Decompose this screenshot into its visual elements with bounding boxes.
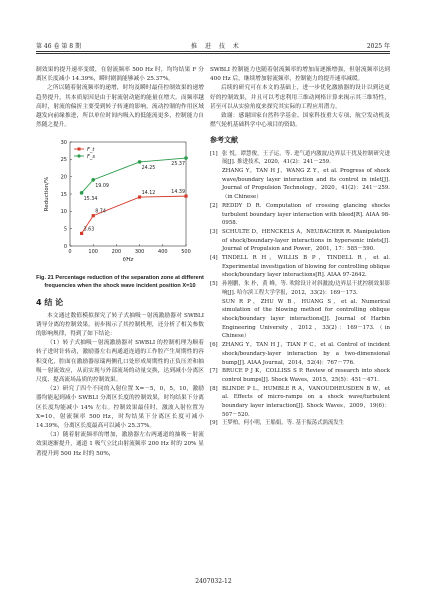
data-label: 8.74 (95, 210, 106, 216)
reference-text: BRUCE P J K，COLLISS S P. Review of research into shock control bumps[J]. Shock Waves，2015，25(5)：451－471. (222, 368, 390, 383)
data-label: 19.09 (95, 184, 109, 190)
reference-item (210, 280, 390, 297)
legend-marker (78, 148, 81, 151)
reference-text: 张 悦，谭慧俊，王子运，等. 进气道内激波/边界层干扰及控制研究进展[J]. 推进技术，2020，41(2)：241－259. (222, 150, 390, 166)
section-heading: 4 结 论 (36, 298, 64, 308)
reference-item (210, 341, 390, 367)
paragraph: SWBLI 控制能力也随着射流频率的增加而逐渐增强，但射流频率达到 400 Hz 后，继续增加射流频率，控制能力的提升速率减缓。 (210, 67, 390, 83)
running-header (36, 36, 390, 50)
reference-item (210, 367, 390, 384)
journal-volume: 第 46 卷 第 8 期 (36, 43, 81, 50)
figure-caption: Fig. 21 Percentage reduction of the separation zone at different frequencies when the shock wave incident position X=10 (36, 275, 204, 290)
right-column (210, 66, 390, 428)
reference-number: [7] (210, 368, 218, 375)
reference-item (210, 202, 390, 228)
y-tick-label: 10 (60, 209, 67, 216)
data-label: 15.34 (83, 197, 98, 203)
y-tick-label: 5 (63, 226, 67, 233)
x-tick-label: 400 (158, 249, 168, 256)
reference-text: ZHANG Y，TAN H J，WANG Z Y，et al. Progress of shock wave/boundary layer interaction and its control in inlet[J]. Journal of Propulsion Technology，2020，41(2)：241－259.（in Chinese） (222, 168, 390, 201)
legend-marker (77, 155, 80, 158)
data-label: 24.25 (141, 166, 156, 172)
x-tick-label: 100 (88, 249, 98, 256)
reference-text: REDDY D R. Computation of crossing glancing shocks turbulent boundary layer interaction with bleed[R]. AIAA 98-0958. (222, 202, 390, 227)
data-point (91, 178, 95, 182)
reference-number: [8] (210, 385, 218, 392)
y-axis-label: Reduction/% (44, 177, 50, 212)
y-tick-label: 20 (60, 174, 67, 181)
reference-item (210, 228, 390, 254)
reference-text: SUN R P，ZHU W B，HUANG S，et al. Numerical simulation of the blowing method for controlling oblique shock/boundary layer interactions[J]. Journal of Harbin Engineering University，2012，33(2)：169－173.（in Chinese） (222, 298, 390, 340)
x-tick-label: 500 (181, 249, 191, 256)
reference-text: TINDELL R H，WILLIS B P，TINDELL R，et al. Experimental investigation of blowing for controlling oblique shock/boundary layer interactions[R]. AIAA 97-2642. (222, 255, 390, 279)
reference-number: [3] (210, 228, 218, 235)
paragraph: （1）转子式抽吸－射流激励器对 SWBLI 的控制机理为顺着转子进时针转动，激励器左右两通道连通的工作腔产生周期性的容积变化，腔面在激励器原瑞两侧孔口处形成周期性的正负压差和抽吸－射流效应，从而实现与外部流场的动量交换，达到减小分离区尺度、提高流场品质的控制效果。 (36, 340, 204, 384)
reference-item (210, 167, 390, 202)
y-tick-label: 15 (60, 192, 67, 199)
paragraph: 后续的研究可在本文的基础上，进一步优化激励器的设计以到达更好的控制效果，并且可以考虑利用三维动网格计算来揭示其三维特性，甚至可以从实验角度来探究其实际的工程应用潜力。 (210, 85, 390, 110)
y-tick-label: 25 (60, 157, 67, 164)
data-point (80, 191, 84, 195)
reference-number: [4] (210, 255, 218, 262)
paragraph: （2）研究了四个不同的入射位置 X=－5，0，5，10，激励器均能起到减小 SWBLI 分离区长度的控制效果，时均结果下分离区长度均能减小 14% 左右。控制效果最佳时，激波入射位置为 X=10，射流频率 500 Hz，时均结果下分离区长度可减小 14.39%，分离区长度最高可以减小 25.37%。 (36, 386, 204, 430)
x-tick-label: 200 (111, 249, 122, 256)
x-tick-label: 300 (134, 249, 145, 256)
acknowledgement: 致谢：感谢国家自然科学基金、国家科技重大专项、航空发动机及燃气轮机基础科学中心项目的资助。 (210, 113, 390, 129)
reference-number: [1] (210, 150, 218, 157)
reference-text: 孙刚鹏，朱 朴，黄 峰，等. 吹除设计对斜激波/边界层干扰控制效果影响[J]. 哈尔滨工程大学学报，2012，33(2)：169－173. (222, 281, 390, 296)
legend-label: F_t (87, 147, 95, 154)
reference-item (210, 419, 390, 428)
reference-text: ZHANG Y，TAN H J，TIAN F C，et al. Control of incident shock/boundary-layer interaction by a two-dimensional bump[J]. AIAA Journal，2014，52(4)：767－776. (222, 342, 390, 366)
data-label: 25.37 (171, 162, 185, 168)
data-label: 14.39 (171, 190, 185, 196)
references-heading: 参考文献 (210, 136, 238, 145)
paragraph: （3）随着射流频率的增加，激励器左右两通道的抽吸－射流效果逐渐提升，通道 1 吸气立比由射流频率 200 Hz 时的 20% 显著提升到 500 Hz 时的 50%， (36, 432, 204, 457)
reference-text: SCHULTE D，HENCKELS A，NEUBACHER R. Manipulation of shock/boundary-layer interactions in hypersonic inlets[J]. Journal of Propulsion and Power，2001，17：585－590. (222, 228, 390, 253)
x-tick-label: 0 (68, 249, 72, 256)
reference-text: BLINDE P L，HUMBLE R A，VANOUDHEUSDEN B W，et al. Effects of micro-ramps on a shock wave/turbulent boundary layer interaction[J]. Shock Waves，2009，19(6)：507－520. (222, 385, 390, 418)
header-rule-thin (36, 53, 390, 54)
y-tick-label: 0 (63, 244, 67, 251)
reference-number: [6] (210, 342, 218, 349)
data-point (138, 161, 142, 165)
paragraph: 之所以随着射流频率的递增，时均及瞬时最佳控制效果的递增趋势提升，其本质原因是由于射流射动能的能量在增大。而频率越高时，射流的偏折主要受到转子转速的影响，流动控制的作用区域越发向前缘推进，所以单位时间内吸入的低能流更多，控制能力自然随之提升。 (36, 85, 204, 129)
data-label: 14.12 (141, 191, 156, 197)
reference-item (210, 254, 390, 280)
reference-number: [2] (210, 202, 218, 209)
journal-title: 推 进 技 术 (191, 43, 242, 50)
reduction-chart (36, 134, 204, 272)
reference-number: [5] (210, 281, 218, 288)
paragraph: 制效果的提升速率变缓，在射流频率 500 Hz 时，均均结果 F 分离区长度减小 14.39%，瞬时剧涡能够减小 25.37%。 (36, 67, 204, 83)
reference-item (210, 385, 390, 420)
reference-list (210, 150, 390, 429)
header-rule (36, 51, 390, 52)
y-tick-label: 30 (60, 140, 67, 147)
page-footer: 2407032-12 (195, 578, 232, 585)
reference-item (210, 298, 390, 342)
reference-item (210, 150, 390, 167)
left-column (36, 66, 204, 459)
paragraph: 本文通过数值模拟探究了转子式抽吸－射流激励器对 SWBLI 诱导分离的控制效果，初步揭示了其控制机理，还分析了相关参数的影响规律，得到了如下结论： (36, 312, 204, 338)
data-label: 3.63 (83, 227, 95, 233)
reference-text: 王梦柏，何小明，王船娟，等. 基于振荡式涡流发生 (222, 420, 345, 427)
legend-label: F_s (87, 154, 95, 161)
x-axis-label: f/Hz (122, 257, 134, 264)
data-point (184, 157, 188, 161)
reference-number: [9] (210, 420, 218, 427)
journal-year: 2025 年 (366, 43, 390, 50)
figure-21 (36, 134, 204, 272)
